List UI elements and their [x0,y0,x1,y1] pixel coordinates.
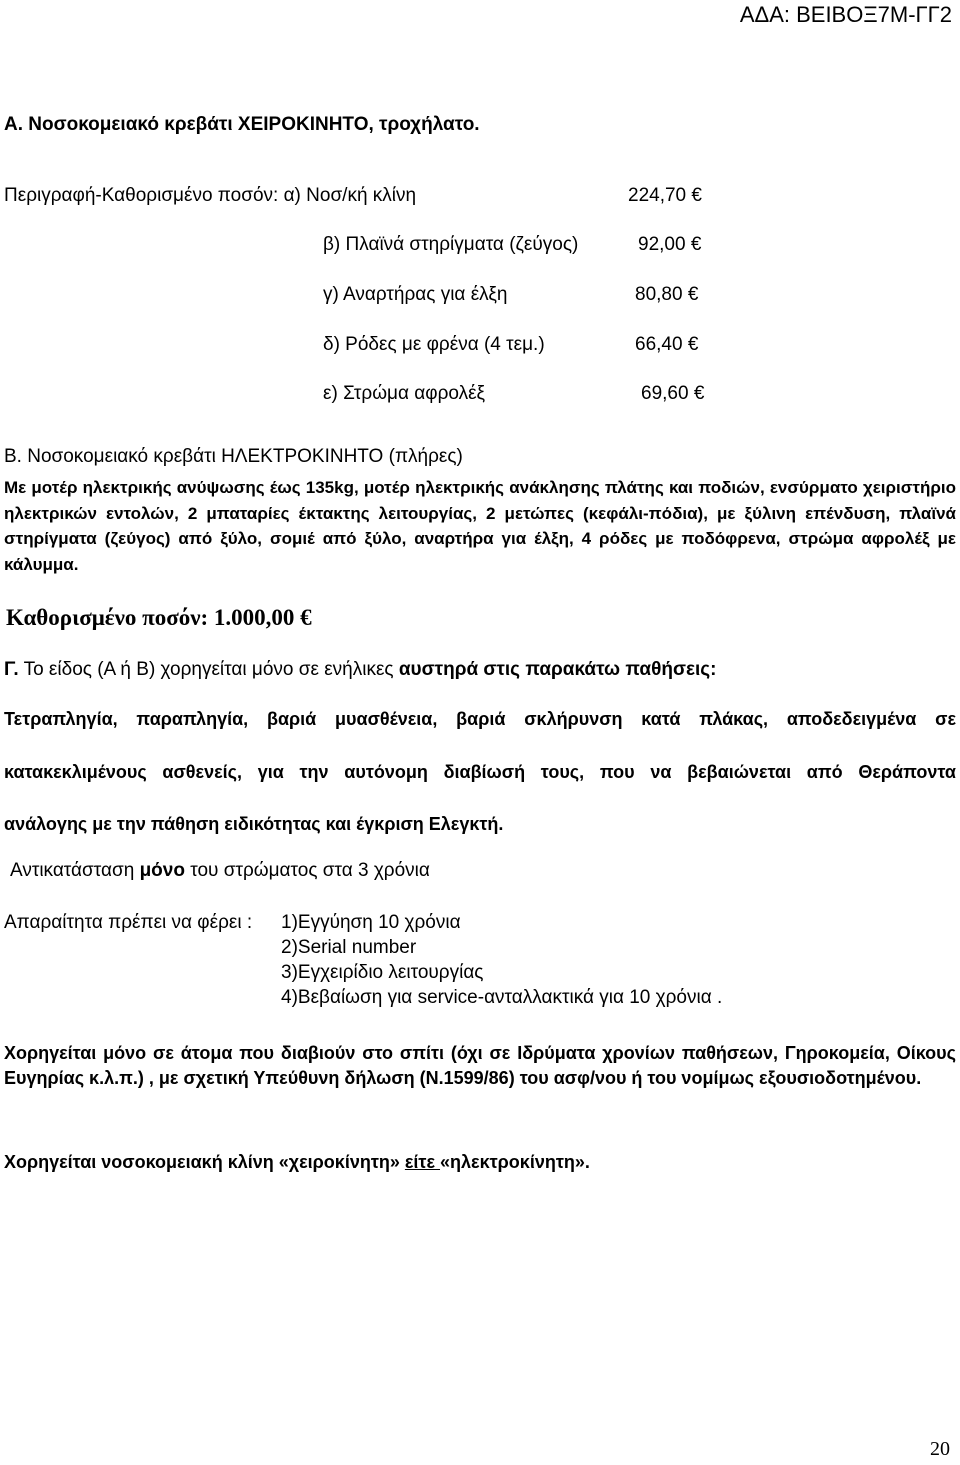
required-item-1: 1)Εγγύηση 10 χρόνια [281,912,461,933]
conditions-line-3: ανάλογης με την πάθηση ειδικότητας και έγκριση Ελεγκτή. [4,814,504,834]
section-b-description: Με μοτέρ ηλεκτρικής ανύψωσης έως 135kg, μοτέρ ηλεκτρικής ανάκλησης πλάτης και ποδιών, ενσύρματο χειριστήριο ηλεκτρικών εντολών, 2 μπαταρίες έκτακτης λειτουργίας, 2 μετώπες (κεφάλι-πόδια), με ξύλινη επένδυση, πλαϊνά στηρίγματα (ζεύγος) από ξύλο, σομιέ από ξύλο, αναρτήρα για έλξη, 4 ρόδες με ποδόφρενα, στρώμα αφρολέξ με κάλυμμα. [4,478,956,575]
required-item-4: 4)Βεβαίωση για service-ανταλλακτικά για 10 χρόνια . [281,987,723,1008]
price-item-b-value: 92,00 € [638,234,702,255]
section-g-prefix: Γ. [4,659,19,680]
section-g-intro-normal: Το είδος (Α ή Β) χορηγείται μόνο σε ενήλικες [23,659,399,680]
price-item-d-value: 66,40 € [635,334,699,355]
replacement-post: του στρώματος στα 3 χρόνια [184,860,430,881]
price-item-a-label: Περιγραφή-Καθορισμένο ποσόν: α) Νοσ/κή κλίνη [4,185,417,206]
document-ada-code: ΑΔΑ: ΒΕΙΒΟΞ7Μ-ΓΓ2 [739,2,952,27]
required-item-2: 2)Serial number [281,937,417,958]
either-paragraph [4,1152,590,1173]
either-post: «ηλεκτροκίνητη». [440,1152,590,1172]
replacement-bold: μόνο [139,860,185,881]
replacement-pre: Αντικατάσταση [10,860,140,881]
price-item-a-value: 224,70 € [628,185,702,206]
page-number: 20 [930,1438,950,1460]
section-a-title: Α. Νοσοκομειακό κρεβάτι ΧΕΙΡΟΚΙΝΗΤΟ, τροχήλατο. [4,114,480,135]
required-item-3: 3)Εγχειρίδιο λειτουργίας [281,962,484,983]
price-item-d-label: δ) Ρόδες με φρένα (4 τεμ.) [323,334,545,355]
conditions-line-2: κατακεκλιμένους ασθενείς, για την αυτόνομη διαβίωσή τους, που να βεβαιώνεται από Θεράποντα [4,762,956,782]
section-g-intro-bold: αυστηρά στις παρακάτω παθήσεις: [398,659,717,680]
section-g-intro [4,659,716,681]
price-item-c-value: 80,80 € [635,284,699,305]
section-b-fixed-amount: Καθορισμένο ποσόν: 1.000,00 € [6,605,312,630]
either-mid: είτε [404,1152,441,1172]
section-b-title: Β. Νοσοκομειακό κρεβάτι ΗΛΕΚΤΡΟΚΙΝΗΤΟ (πλήρες) [4,446,463,467]
conditions-line-1: Τετραπληγία, παραπληγία, βαριά μυασθένεια, βαριά σκλήρυνση κατά πλάκας, αποδεδειγμένα σε [4,709,956,729]
required-label: Απαραίτητα πρέπει να φέρει : [4,912,253,933]
either-pre: Χορηγείται νοσοκομειακή κλίνη «χειροκίνητη» [4,1152,405,1172]
price-item-e-label: ε) Στρώμα αφρολέξ [323,383,486,404]
home-only-paragraph: Χορηγείται μόνο σε άτομα που διαβιούν στο σπίτι (όχι σε Ιδρύματα χρονίων παθήσεων, Γηροκομεία, Οίκους Ευγηρίας κ.λ.π.) , με σχετική Υπεύθυνη δήλωση (Ν.1599/86) του ασφ/νου ή του νομίμως εξουσιοδοτημένου. [4,1043,956,1088]
price-item-b-label: β) Πλαϊνά στηρίγματα (ζεύγος) [323,234,579,255]
price-item-e-value: 69,60 € [641,383,705,404]
price-item-c-label: γ) Αναρτήρας για έλξη [323,284,508,305]
mattress-replacement-note [10,860,430,882]
